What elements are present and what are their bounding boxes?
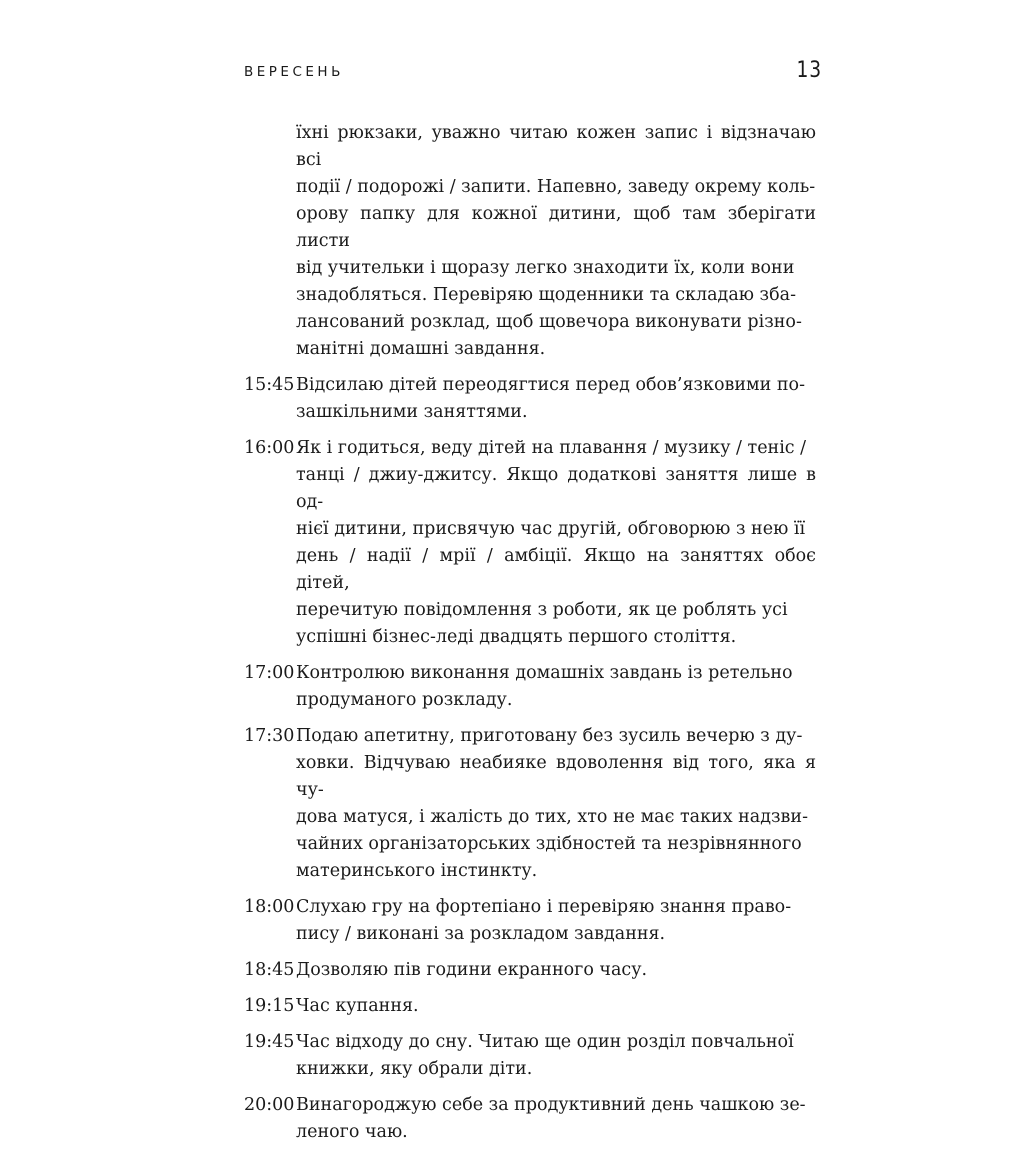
entry-text: Відсилаю дітей переодягтися перед обов’язковими по- зашкільними заняттями. [296,375,805,422]
entry-time: 16:00 [244,438,295,458]
schedule-entry [244,1029,816,1083]
schedule-entry [244,372,816,426]
entry-time: 18:45 [244,960,295,980]
entry-text: Час відходу до сну. Читаю ще один розділ повчальної книжки, яку обрали діти. [296,1032,794,1079]
entry-text: Слухаю гру на фортепіано і перевіряю знання право- пису / виконані за розкладом завдання. [296,897,792,944]
schedule-entry [244,957,816,984]
schedule-entry [244,993,816,1020]
entry-text: Контролюю виконання домашніх завдань із ретельно продуманого розкладу. [296,663,793,710]
schedule-entry [244,894,816,948]
schedule-entry [244,435,816,651]
page-number: 13 [796,58,822,83]
continued-paragraph: їхні рюкзаки, уважно читаю кожен запис і відзначаю всі події / подорожі / запити. Напевно, заведу окрему коль- орову папку для кожної дитини, щоб там зберігати листи від учительки і щоразу легко знаходити їх, коли вони знадобляться. Перевіряю щоденники та складаю зба- лансований розклад, щоб щовечора виконувати різно- манітні домашні завдання. [296,123,816,359]
running-header [244,58,822,90]
entry-text: Подаю апетитну, приготовану без зусиль вечерю з ду- ховки. Відчуваю неабияке вдоволення від того, яка я чу- дова матуся, і жалість до тих, хто не має таких надзви- чайних організаторських здібностей та незрівнянного материнського інстинкту. [296,726,816,881]
page-body [244,120,816,1155]
entry-text: Як і годиться, веду дітей на плавання / музику / теніс / танці / джиу-джитсу. Якщо додаткові заняття лише в од- нієї дитини, присвячую час другій, обговорюю з нею її день / надії / мрії / амбіції. Якщо на заняттях обоє дітей, перечитую повідомлення з роботи, як це роблять усі успішні бізнес-леді двадцять першого століття. [296,438,816,647]
entry-time: 19:15 [244,996,295,1016]
entry-text: Винагороджую себе за продуктивний день чашкою зе- леного чаю. [296,1095,806,1142]
entry-time: 17:00 [244,663,295,683]
chapter-title: ВЕРЕСЕНЬ [244,64,344,80]
schedule-entry [244,723,816,885]
schedule-entry [244,660,816,714]
entry-time: 20:00 [244,1095,295,1115]
entry-text: Дозволяю пів години екранного часу. [296,960,648,980]
entry-time: 18:00 [244,897,295,917]
entry-time: 15:45 [244,375,295,395]
schedule-entry [244,1092,816,1146]
entry-text: Час купання. [296,996,419,1016]
entry-time: 19:45 [244,1032,295,1052]
entry-time: 17:30 [244,726,295,746]
